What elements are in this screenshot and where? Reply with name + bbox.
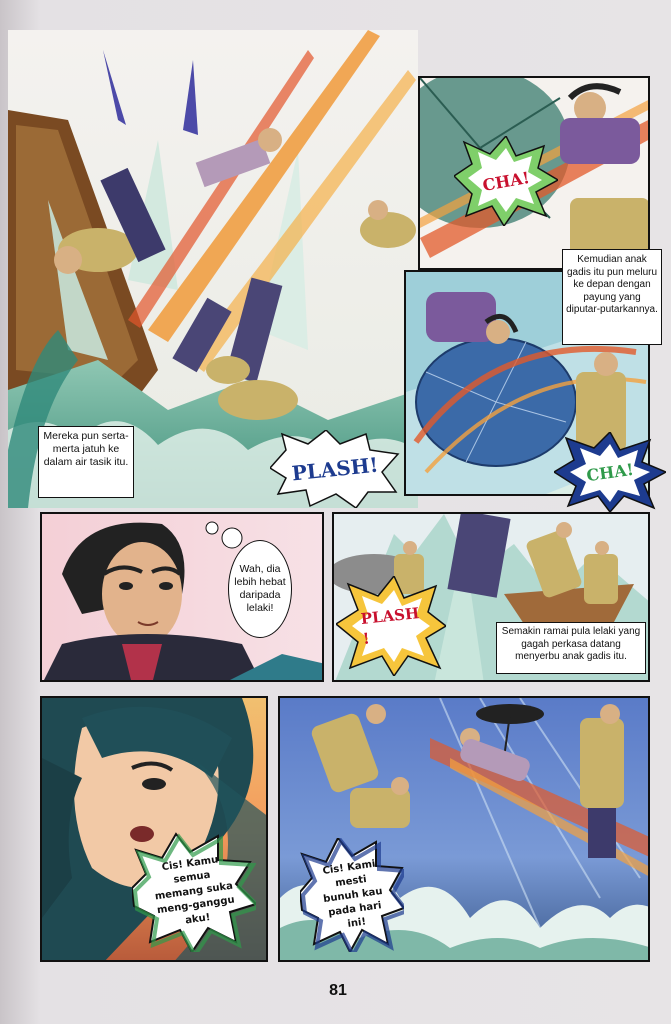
panel-6	[40, 696, 268, 962]
panel-2	[418, 76, 650, 270]
panel-6-speech-text: Cis! Kamu semua memang suka meng-ganggu aku!	[154, 854, 236, 927]
panel-7-speech-burst	[300, 838, 404, 952]
panel-4	[40, 512, 324, 682]
panel-5-caption: Semakin ramai pula lelaki yang gagah perkasa datang menyerbu anak gadis itu.	[496, 622, 646, 674]
panel-3-sfx-burst	[554, 432, 666, 512]
panel-5-sfx-text: PLASH !	[359, 604, 420, 648]
panel-7-speech-text: Cis! Kami mesti bunuh kau pada hari ini!	[321, 858, 384, 930]
panel-2-sfx-text: CHA!	[481, 167, 531, 195]
panel-5	[332, 512, 650, 682]
panel-1-splash	[8, 30, 418, 508]
panel-7	[278, 696, 650, 962]
panel-5-sfx-burst	[336, 576, 446, 676]
panel-1-caption: Mereka pun serta-merta jatuh ke dalam air tasik itu.	[38, 426, 134, 498]
page-number: 81	[329, 982, 347, 999]
panel-2-sfx-burst	[454, 136, 558, 226]
panel-1-sfx-text: PLASH!	[290, 452, 380, 486]
panel-1-sfx-burst	[270, 430, 400, 508]
panel-3-sfx-text: CHA!	[585, 459, 635, 485]
panel-4-thought-bubble: Wah, dia lebih hebat daripada lelaki!	[228, 540, 292, 638]
panel-3-caption: Kemudian anak gadis itu pun meluru ke depan dengan payung yang diputar-putarkannya.	[562, 249, 662, 345]
panel-6-speech-burst	[132, 832, 256, 952]
